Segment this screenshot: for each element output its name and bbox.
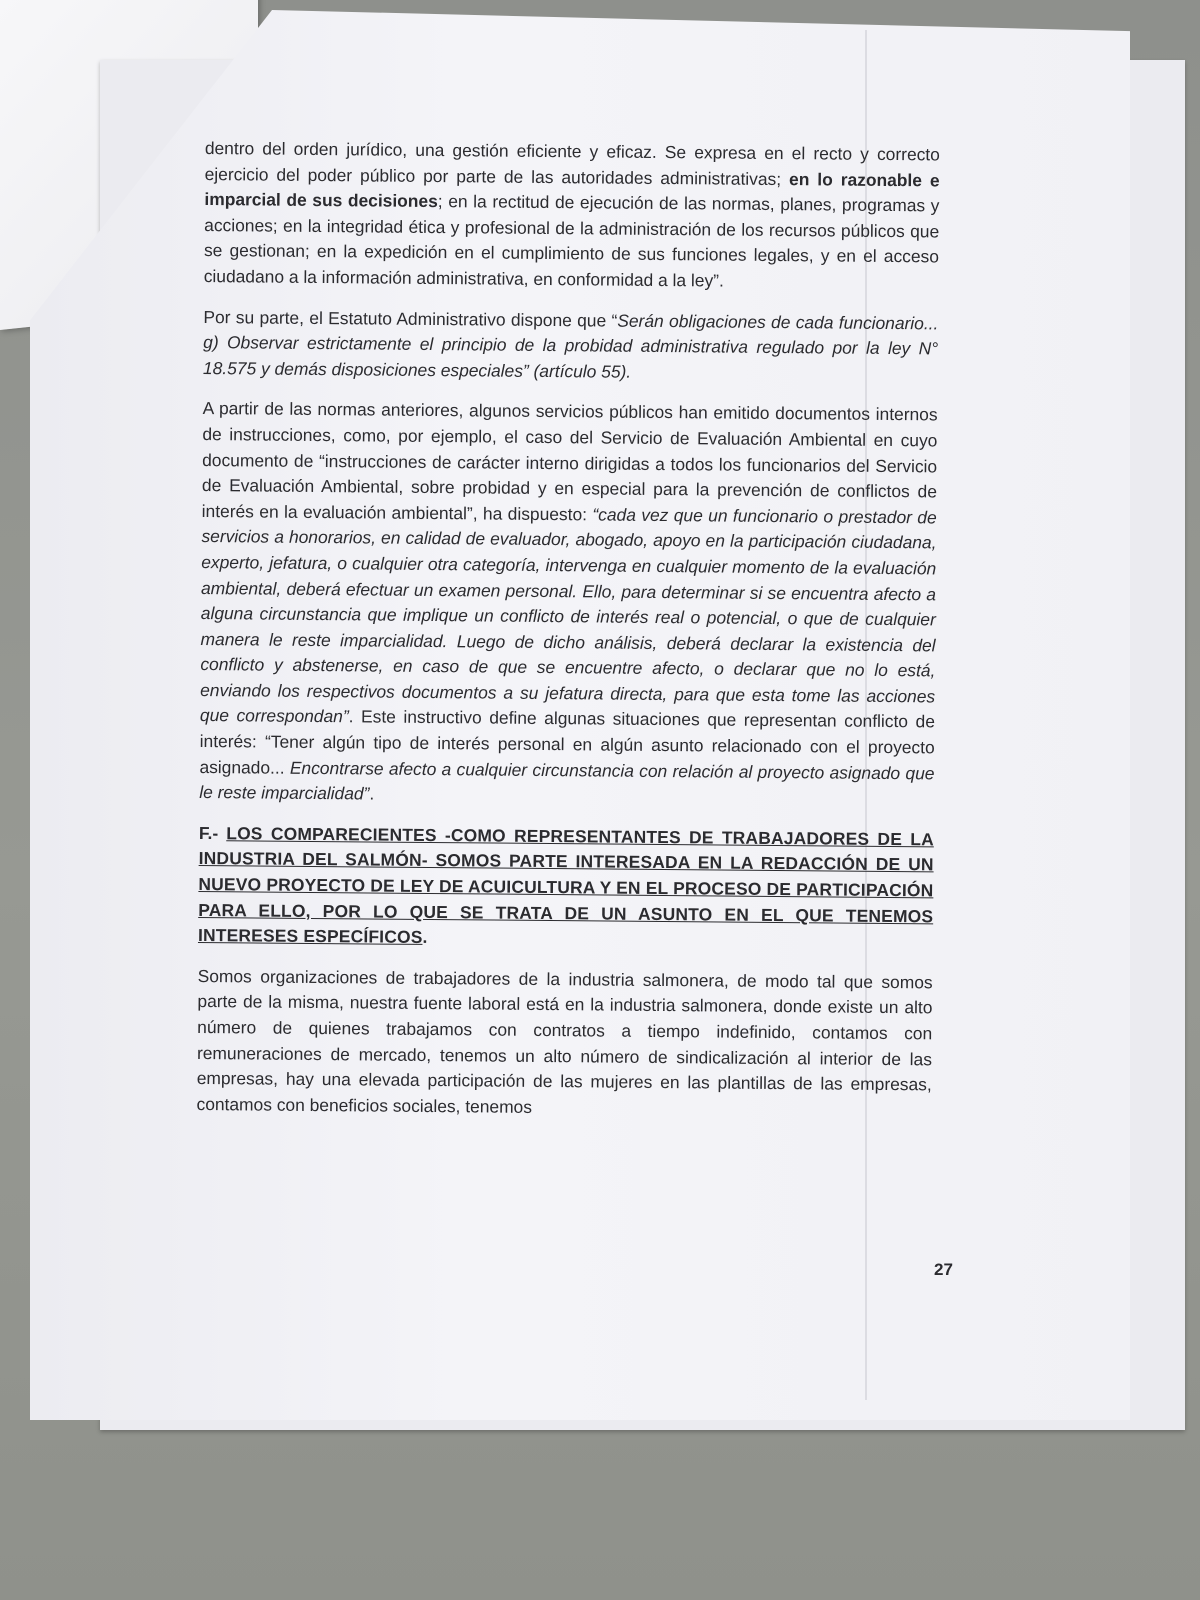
paragraph-estatuto-administrativo [203, 305, 939, 388]
paragraph-3-quote-b: Encontrarse afecto a cualquier circunstancia con relación al proyecto asignado que le reste imparcialidad” [199, 757, 935, 804]
paragraph-1-text-b: ; en la rectitud de ejecución de las normas, planes, programas y acciones; en la integridad ética y profesional de la administración de los recursos públicos que se gestionan; en la expedición en el cumplimiento de sus funciones legales, y en el acceso ciudadano a la información administrativa, en conformidad a la ley”. [203, 191, 940, 291]
paragraph-probity-definition [204, 136, 940, 296]
paragraph-3-text-c: . [369, 783, 375, 804]
paragraph-3-text-b: . Este instructivo define algunas situaciones que representan conflicto de interés: “Tener algún tipo de interés personal en algún asunto relacionado con el proyecto asignado... [199, 706, 936, 778]
paragraph-3-text-a: A partir de las normas anteriores, algunos servicios públicos han emitido documentos internos de instrucciones, como, por ejemplo, el caso del Servicio de Evaluación Ambiental en cuyo documento de “instrucciones de carácter interno dirigidas a todos los funcionarios del Servicio de Evaluación Ambiental, sobre probidad y en especial para la prevención de conflictos de interés en la evaluación ambiental”, ha dispuesto: [201, 398, 938, 525]
section-heading-label: F.- [198, 822, 227, 844]
paragraph-1-text-a: dentro del orden jurídico, una gestión eficiente y eficaz. Se expresa en el recto y correcto ejercicio del poder público por parte de las autoridades administrativas; [204, 137, 940, 189]
paragraph-workers-organizations: Somos organizaciones de trabajadores de la industria salmonera, de modo tal que somos parte de la misma, nuestra fuente laboral está en la industria salmonera, donde existe un alto número de quienes trabajamos con contratos a tiempo indefinido, contamos con remuneraciones de mercado, tenemos un alto número de sindicalización al interior de las empresas, hay una elevada participación de las mujeres en las plantillas de las empresas, contamos con beneficios sociales, tenemos [196, 965, 933, 1117]
section-heading-text: LOS COMPARECIENTES -COMO REPRESENTANTES DE TRABAJADORES DE LA INDUSTRIA DEL SALMÓN- SOMOS PARTE INTERESADA EN LA REDACCIÓN DE UN NUEVO PROYECTO DE LEY DE ACUICULTURA Y EN EL PROCESO DE PARTICIPACIÓN PARA ELLO, POR LO QUE SE TRATA DE UN ASUNTO EN EL QUE TENEMOS INTERESES ESPECÍFICOS [197, 823, 934, 948]
page-number: 27 [934, 1260, 953, 1279]
paragraph-1-bold: en lo razonable e imparcial de sus decisiones [204, 168, 940, 212]
section-heading-f [198, 821, 934, 955]
paragraph-2-text: Por su parte, el Estatuto Administrativo dispone que “ [203, 306, 618, 331]
paragraph-2-quote: Serán obligaciones de cada funcionario... g) Observar estrictamente el principio de la probidad administrativa regulado por la ley N° 18.575 y demás disposiciones especiales” (artículo 55). [202, 310, 939, 382]
paragraph-sea-instructions [199, 396, 938, 812]
paragraph-3-quote-a: “cada vez que un funcionario o prestador de servicios a honorarios, en calidad de evaluador, abogado, apoyo en la participación ciudadana, experto, jefatura, o cualquier otra categoría, intervenga en cualquier momento de la evaluación ambiental, deberá efectuar un examen personal. Ello, para determinar si se encuentra afecto a alguna circunstancia que implique un conflicto de interés real o potencial, o que de cualquier manera le reste imparcialidad. Luego de dicho análisis, deberá declarar la existencia del conflicto y abstenerse, en caso de que se encuentre afecto, o declarar que no lo está, enviando los respectivos documentos a su jefatura directa, para que esta tome las acciones que correspondan” [199, 504, 937, 727]
document-body [196, 136, 940, 1139]
section-heading-end: . [422, 927, 428, 948]
